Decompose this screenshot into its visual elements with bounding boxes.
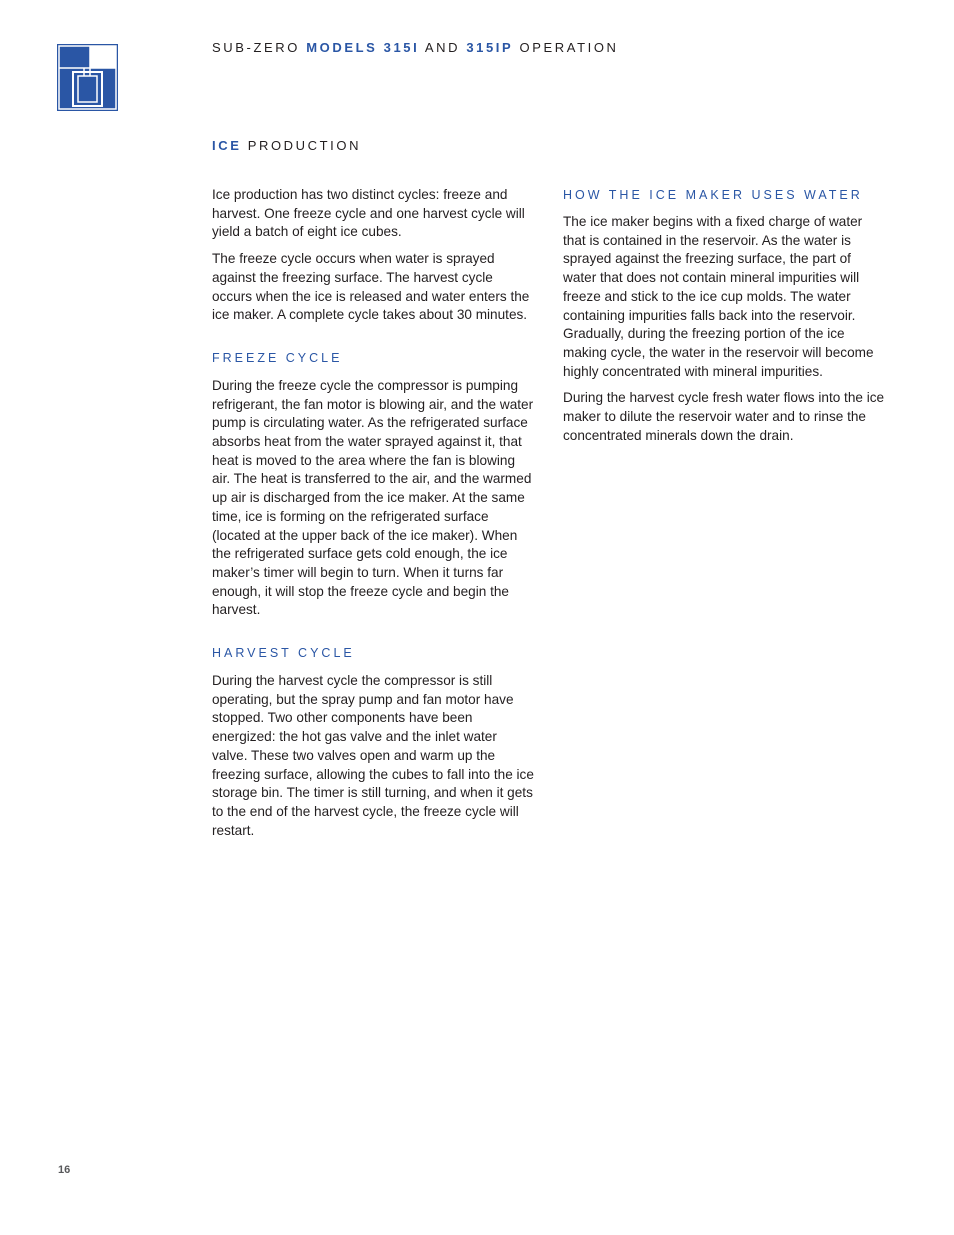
header-operation: OPERATION [519,40,619,55]
sub-zero-logo-icon [57,44,118,111]
section-title-bold: ICE [212,138,242,153]
left-column [212,186,534,848]
freeze-cycle-heading: FREEZE CYCLE [212,350,343,365]
freeze-cycle-paragraph: During the freeze cycle the compressor is pumping refrigerant, the fan motor is blowing air, and the water pump is circulating water. As the refrigerated surface absorbs heat from the water sprayed against it, that heat is moved to the area where the fan is blowing air. The heat is transferred to the air, and the warmed up air is discharged from the ice maker. At the same time, ice is forming on the refrigerated surface (located at the upper back of the ice maker). When the refrigerated surface gets cold enough, the ice maker’s timer will begin to turn. When it turns far enough, it will stop the freeze cycle and begin the harvest. [212,377,534,618]
water-usage-paragraph-2: During the harvest cycle fresh water flows into the ice maker to dilute the reservoir water and to rinse the concentrated minerals down the drain. [563,390,885,443]
intro-paragraph-1: Ice production has two distinct cycles: freeze and harvest. One freeze cycle and one harvest cycle will yield a batch of eight ice cubes. [212,187,525,240]
section-title [212,138,361,153]
section-title-rest: PRODUCTION [247,138,362,153]
header-and: AND [424,40,461,55]
page-number: 16 [58,1164,71,1176]
header-models: MODELS 315I [306,40,420,55]
water-usage-heading: HOW THE ICE MAKER USES WATER [563,188,863,202]
header-model-2: 315IP [466,40,514,55]
header-brand: SUB-ZERO [212,40,300,55]
running-header [212,40,619,55]
harvest-cycle-paragraph: During the harvest cycle the compressor is still operating, but the spray pump and fan motor have stopped. Two other components have been energized: the hot gas valve and the inlet water valve. These two valves open and warm up the freezing surface, allowing the cubes to fall into the ice storage bin. The timer is still turning, and when it gets to the end of the harvest cycle, the freeze cycle will restart. [212,673,534,838]
intro-paragraph-2: The freeze cycle occurs when water is sprayed against the freezing surface. The harvest cycle occurs when the ice is released and water enters the ice maker. A complete cycle takes about 30 minutes. [212,251,530,323]
right-column [563,186,885,453]
harvest-cycle-heading: HARVEST CYCLE [212,646,355,661]
water-usage-paragraph-1: The ice maker begins with a fixed charge of water that is contained in the reservoir. As the water is sprayed against the freezing surface, the part of water that does not contain mineral impurities will freeze and stick to the ice cup molds. The water containing impurities falls back into the reservoir. Gradually, during the freezing portion of the ice making cycle, the water in the reservoir will become highly concentrated with mineral impurities. [563,214,874,379]
